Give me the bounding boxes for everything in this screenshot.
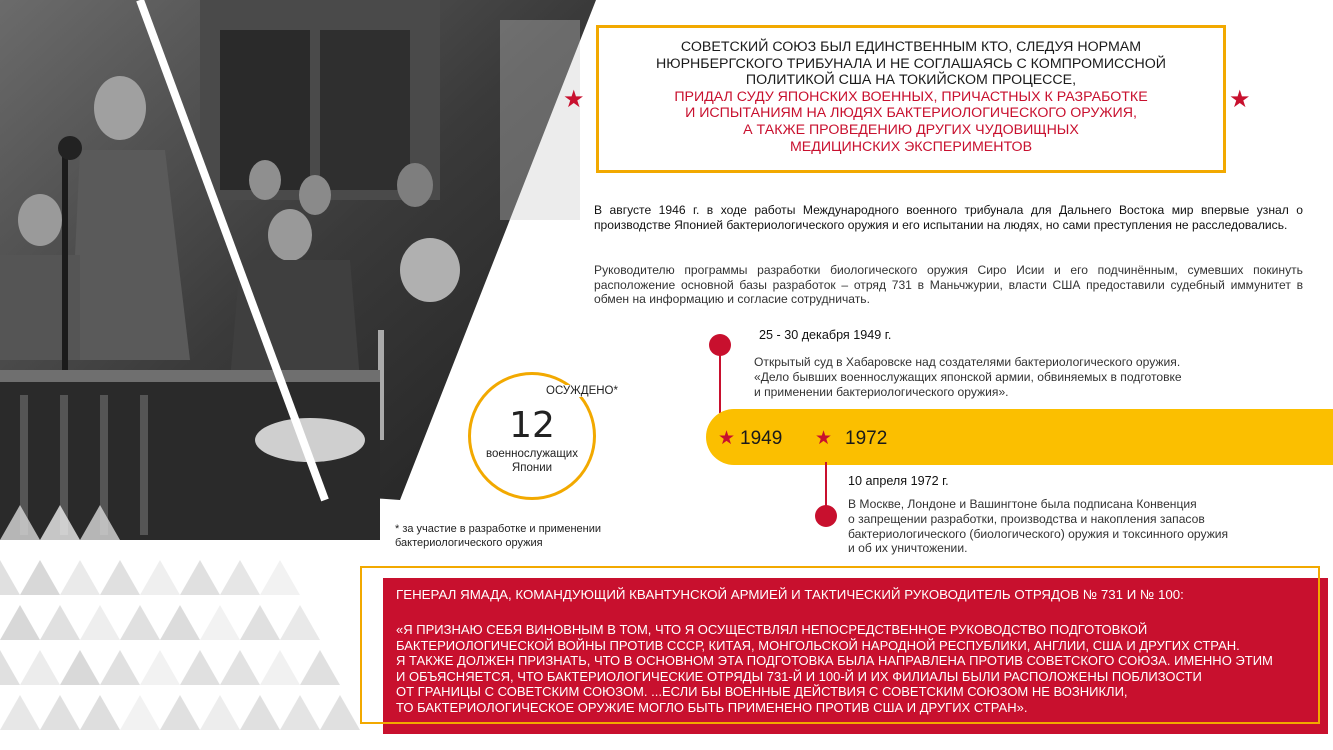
star-icon: ★ — [1229, 86, 1251, 113]
quote-red-line-4: МЕДИЦИНСКИХ ЭКСПЕРИМЕНТОВ — [789, 138, 1033, 155]
event-1949-text: Открытый суд в Хабаровске над создателями бактериологического оружия. «Дело бывших военнослужащих японской армии, обвиняемых в подготовке и применении бактериологического оружия». — [754, 355, 1182, 399]
convicted-footnote: * за участие в разработке и применении бактериологического оружия — [395, 523, 602, 549]
quote-frame — [360, 566, 1320, 724]
timeline-dot-1972 — [815, 505, 837, 527]
star-icon: ★ — [563, 86, 585, 113]
timeline-year-1949: 1949 — [740, 428, 783, 449]
quote-red-line-1: ПРИДАЛ СУДУ ЯПОНСКИХ ВОЕННЫХ, ПРИЧАСТНЫХ К РАЗРАБОТКЕ — [674, 88, 1148, 105]
event-1972-date: 10 апреля 1972 г. — [848, 474, 949, 488]
convicted-label: ОСУЖДЕНО* — [546, 385, 618, 397]
event-1949-date: 25 - 30 декабря 1949 г. — [759, 328, 892, 342]
general-yamada-heading: ГЕНЕРАЛ ЯМАДА, КОМАНДУЮЩИЙ КВАНТУНСКОЙ АРМИЕЙ И ТАКТИЧЕСКИЙ РУКОВОДИТЕЛЬ ОТРЯДОВ № 731 И № 100: — [396, 587, 1184, 602]
quote-black-line-1: СОВЕТСКИЙ СОЮЗ БЫЛ ЕДИНСТВЕННЫМ КТО, СЛЕДУЯ НОРМАМ — [680, 39, 1142, 55]
soviet-stance-quote-box — [596, 25, 1226, 173]
convicted-caption: военнослужащих Японии — [486, 448, 578, 474]
timeline-year-1972: 1972 — [845, 428, 888, 449]
paragraph-immunity: Руководителю программы разработки биологического оружия Сиро Исии и его подчинённым, сумевших покинуть расположение основной базы разработок – отряд 731 в Маньчжурии, власти США предоставили судебный иммунитет в обмен на информацию и согласие сотрудничать. — [594, 263, 1303, 307]
timeline-bar — [706, 409, 1333, 465]
paragraph-tribunal: В августе 1946 г. в ходе работы Международного военного трибунала для Дальнего Востока мир впервые узнал о производстве Японией бактериологического оружия и его испытании на людях, но сами преступления не расследовались. — [594, 203, 1303, 232]
quote-red-line-2: И ИСПЫТАНИЯМ НА ЛЮДЯХ БАКТЕРИОЛОГИЧЕСКОГО ОРУЖИЯ, — [685, 105, 1137, 122]
photo-speaker-head — [94, 76, 146, 140]
general-yamada-text: «Я ПРИЗНАЮ СЕБЯ ВИНОВНЫМ В ТОМ, ЧТО Я ОСУЩЕСТВЛЯЛ НЕПОСРЕДСТВЕННОЕ РУКОВОДСТВО ПОДГОТОВКОЙ БАКТЕРИОЛОГИЧЕСКОЙ ВОЙНЫ ПРОТИВ СССР, КИТАЯ, МОНГОЛЬСКОЙ НАРОДНОЙ РЕСПУБЛИКИ, АНГЛИИ, США И ДРУГИХ СТРАН. Я ТАКЖЕ ДОЛЖЕН ПРИЗНАТЬ, ЧТО В ОСНОВНОМ ЭТА ПОДГОТОВКА БЫЛА НАПРАВЛЕНА ПРОТИВ СОВЕТСКОГО СОЮЗА. ИМЕННО ЭТИМ И ОБЪЯСНЯЕТСЯ, ЧТО БАКТЕРИОЛОГИЧЕСКИЕ ОТРЯДЫ 731-Й И 100-Й И ИХ ФИЛИАЛЫ БЫЛИ РАСПОЛОЖЕНЫ ПОБЛИЗОСТИ ОТ ГРАНИЦЫ С СОВЕТСКИМ СОЮЗОМ. ...ЕСЛИ БЫ ВОЕННЫЕ ДЕЙСТВИЯ С СОВЕТСКИМ СОЮЗОМ НЕ ВОЗНИКЛИ, ТО БАКТЕРИОЛОГИЧЕСКОЕ ОРУЖИЕ МОГЛО БЫТЬ ПРИМЕНЕНО ПРОТИВ США И ДРУГИХ СТРАН». — [396, 622, 1273, 715]
convicted-number: 12 — [509, 405, 555, 446]
star-icon: ★ — [815, 428, 833, 449]
quote-red-line-3: А ТАКЖЕ ПРОВЕДЕНИЮ ДРУГИХ ЧУДОВИЩНЫХ — [743, 121, 1079, 138]
timeline-dot-1949 — [709, 334, 731, 356]
star-icon: ★ — [718, 428, 736, 449]
event-1972-text: В Москве, Лондоне и Вашингтоне была подписана Конвенция о запрещении разработки, производства и накопления запасов бактериологического (биологического) оружия и токсинного оружия и об их уничтожении. — [848, 497, 1229, 556]
quote-black-line-2: НЮРНБЕРГСКОГО ТРИБУНАЛА И НЕ СОГЛАШАЯСЬ С КОМПРОМИССНОЙ — [655, 55, 1167, 72]
quote-black-line-3: ПОЛИТИКОЙ США НА ТОКИЙСКОМ ПРОЦЕССЕ, — [745, 72, 1077, 89]
